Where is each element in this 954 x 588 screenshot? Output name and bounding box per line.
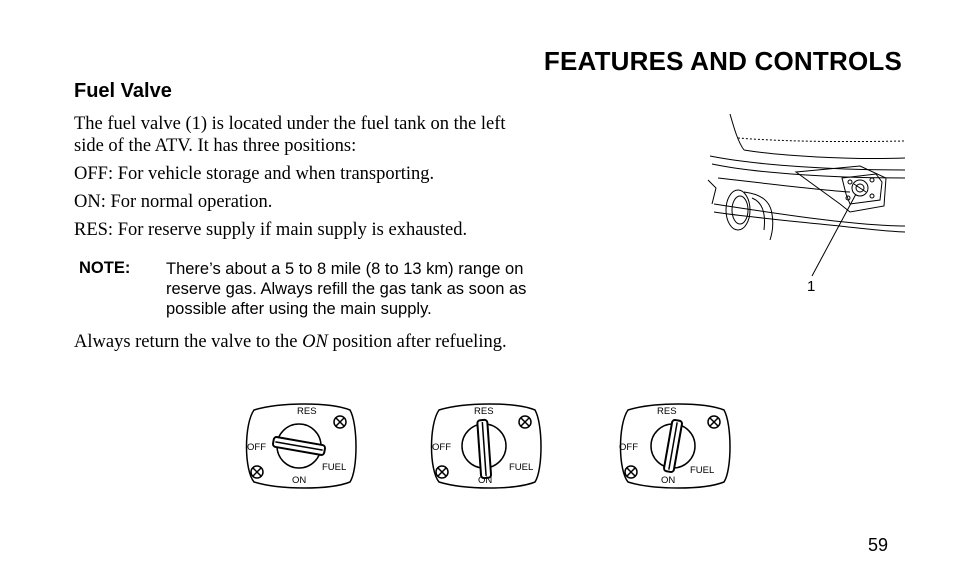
off-description: OFF: For vehicle storage and when transporting. (74, 164, 435, 184)
note-label: NOTE: (79, 259, 131, 277)
fuel-label: FUEL (322, 462, 347, 473)
res-label: RES (657, 406, 677, 417)
intro-line-2: side of the ATV. It has three positions: (74, 136, 357, 156)
closing-text-before: Always return the valve to the (74, 332, 303, 352)
page-header-title: FEATURES AND CONTROLS (543, 46, 902, 76)
closing-emphasis: ON (302, 332, 328, 352)
closing-text-after: position after refueling. (327, 332, 507, 352)
callout-number: 1 (807, 278, 816, 295)
note-line-1: There’s about a 5 to 8 mile (8 to 13 km) range on (166, 260, 524, 278)
section-title: Fuel Valve (74, 80, 172, 102)
intro-line-1: The fuel valve (1) is located under the fuel tank on the left (74, 114, 506, 134)
page-number: 59 (867, 535, 888, 555)
on-description: ON: For normal operation. (74, 192, 273, 212)
closing-paragraph (74, 331, 507, 353)
note-line-2: reserve gas. Always refill the gas tank as soon as (166, 280, 527, 298)
valve-diagram-on (425, 400, 545, 492)
fuel-label: FUEL (690, 465, 715, 476)
note-line-3: possible after using the main supply. (166, 300, 432, 318)
res-description: RES: For reserve supply if main supply is exhausted. (74, 220, 468, 240)
res-label: RES (474, 406, 494, 417)
on-label: ON (478, 475, 493, 486)
off-label: OFF (619, 442, 638, 453)
off-label: OFF (432, 442, 451, 453)
on-label: ON (292, 475, 307, 486)
on-label: ON (661, 475, 676, 486)
fuel-label: FUEL (509, 462, 534, 473)
valve-diagram-res (614, 400, 734, 492)
off-label: OFF (247, 442, 266, 453)
valve-diagram-off (240, 400, 360, 492)
fuel-valve-location-illustration (700, 108, 905, 298)
res-label: RES (297, 406, 317, 417)
